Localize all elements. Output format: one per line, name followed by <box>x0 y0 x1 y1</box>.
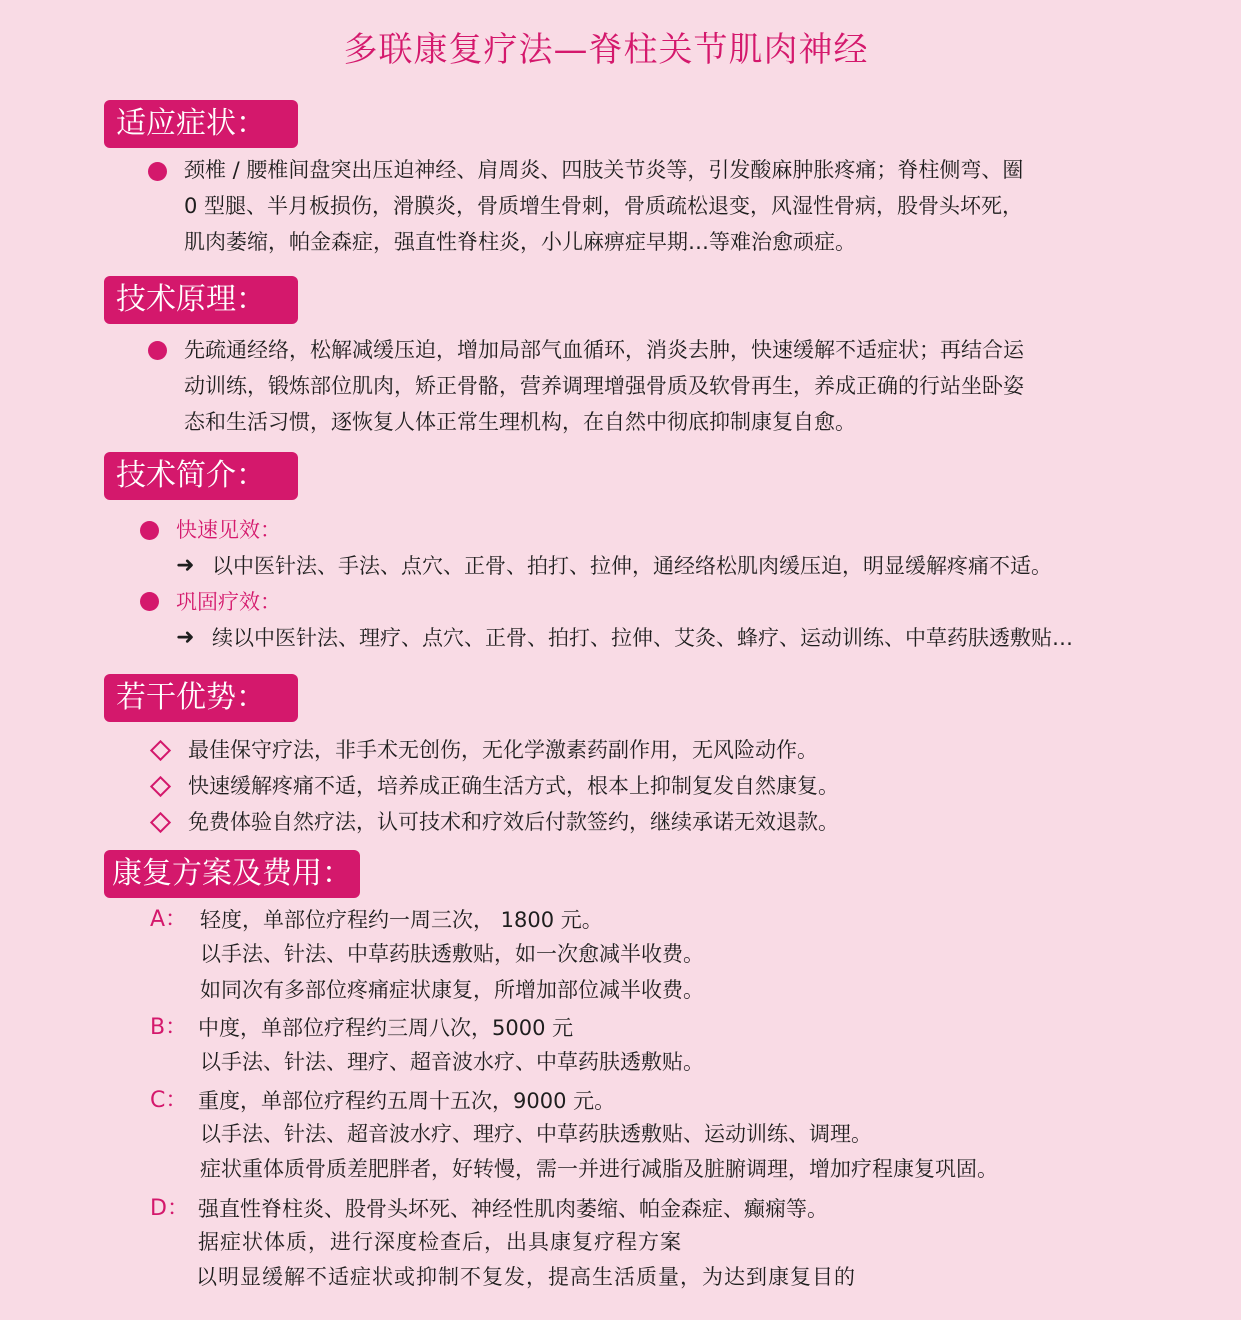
section-heading-advantages: 若干优势： <box>104 674 298 722</box>
plan-b-line: 中度，单部位疗程约三周八次，5000 元 <box>198 1016 574 1040</box>
section-heading-plans: 康复方案及费用： <box>104 850 360 898</box>
diamond-icon <box>150 812 171 833</box>
plan-b-line: 以手法、针法、理疗、超音波水疗、中草药肤透敷贴。 <box>200 1050 704 1074</box>
plan-c-line: 以手法、针法、超音波水疗、理疗、中草药肤透敷贴、运动训练、调理。 <box>200 1122 872 1146</box>
intro-item-label: 巩固疗效： <box>176 590 281 614</box>
plan-letter-a: A： <box>150 907 188 932</box>
symptoms-line: 0 型腿、半月板损伤，滑膜炎，骨质增生骨刺，骨质疏松退变，风湿性骨病，股骨头坏死， <box>184 194 1024 218</box>
bullet-dot <box>148 162 167 181</box>
plan-a-line: 轻度，单部位疗程约一周三次， 1800 元。 <box>200 908 603 932</box>
section-heading-principle: 技术原理： <box>104 276 298 324</box>
plan-c-line: 症状重体质骨质差肥胖者，好转慢，需一并进行减脂及脏腑调理，增加疗程康复巩固。 <box>200 1157 998 1181</box>
plan-c-line: 重度，单部位疗程约五周十五次，9000 元。 <box>198 1089 616 1113</box>
symptoms-line: 肌肉萎缩，帕金森症，强直性脊柱炎，小儿麻痹症早期…等难治愈顽症。 <box>184 230 856 254</box>
plan-d-line: 强直性脊柱炎、股骨头坏死、神经性肌肉萎缩、帕金森症、癫痫等。 <box>198 1197 828 1221</box>
intro-item-text: 续以中医针法、理疗、点穴、正骨、拍打、拉伸、艾灸、蜂疗、运动训练、中草药肤透敷贴… <box>212 626 1073 650</box>
principle-line: 动训练，锻炼部位肌肉，矫正骨骼，营养调理增强骨质及软骨再生，养成正确的行站坐卧姿 <box>184 374 1024 398</box>
section-heading-symptoms: 适应症状： <box>104 100 298 148</box>
bullet-dot <box>140 521 159 540</box>
section-heading-intro: 技术简介： <box>104 452 298 500</box>
plan-d-line: 以明显缓解不适症状或抑制不复发，提高生活质量，为达到康复目的 <box>196 1265 856 1289</box>
plan-a-line: 以手法、针法、中草药肤透敷贴，如一次愈减半收费。 <box>200 942 704 966</box>
plan-letter-d: D： <box>150 1196 189 1221</box>
bullet-dot <box>148 341 167 360</box>
plan-a-line: 如同次有多部位疼痛症状康复，所增加部位减半收费。 <box>200 978 704 1002</box>
advantage-item: 快速缓解疼痛不适，培养成正确生活方式，根本上抑制复发自然康复。 <box>188 774 839 798</box>
principle-line: 态和生活习惯，逐恢复人体正常生理机构，在自然中彻底抑制康复自愈。 <box>184 410 856 434</box>
symptoms-line: 颈椎 / 腰椎间盘突出压迫神经、肩周炎、四肢关节炎等，引发酸麻肿胀疼痛；脊柱侧弯、圈 <box>184 158 1024 182</box>
plan-letter-c: C： <box>150 1088 188 1113</box>
principle-line: 先疏通经络，松解减缓压迫，增加局部气血循环，消炎去肿，快速缓解不适症状；再结合运 <box>184 338 1024 362</box>
arrow-right-icon: ➜ <box>176 553 195 578</box>
intro-item-text: 以中医针法、手法、点穴、正骨、拍打、拉伸，通经络松肌肉缓压迫，明显缓解疼痛不适。 <box>212 554 1052 578</box>
arrow-right-icon: ➜ <box>176 625 195 650</box>
plan-d-line: 据症状体质，进行深度检查后，出具康复疗程方案 <box>198 1230 682 1254</box>
diamond-icon <box>150 776 171 797</box>
plan-letter-b: B： <box>150 1015 188 1040</box>
page-title: 多联康复疗法—脊柱关节肌肉神经 <box>343 30 869 70</box>
advantage-item: 最佳保守疗法，非手术无创伤，无化学激素药副作用，无风险动作。 <box>188 738 818 762</box>
diamond-icon <box>150 740 171 761</box>
bullet-dot <box>140 592 159 611</box>
intro-item-label: 快速见效： <box>176 518 281 542</box>
advantage-item: 免费体验自然疗法，认可技术和疗效后付款签约，继续承诺无效退款。 <box>188 810 839 834</box>
